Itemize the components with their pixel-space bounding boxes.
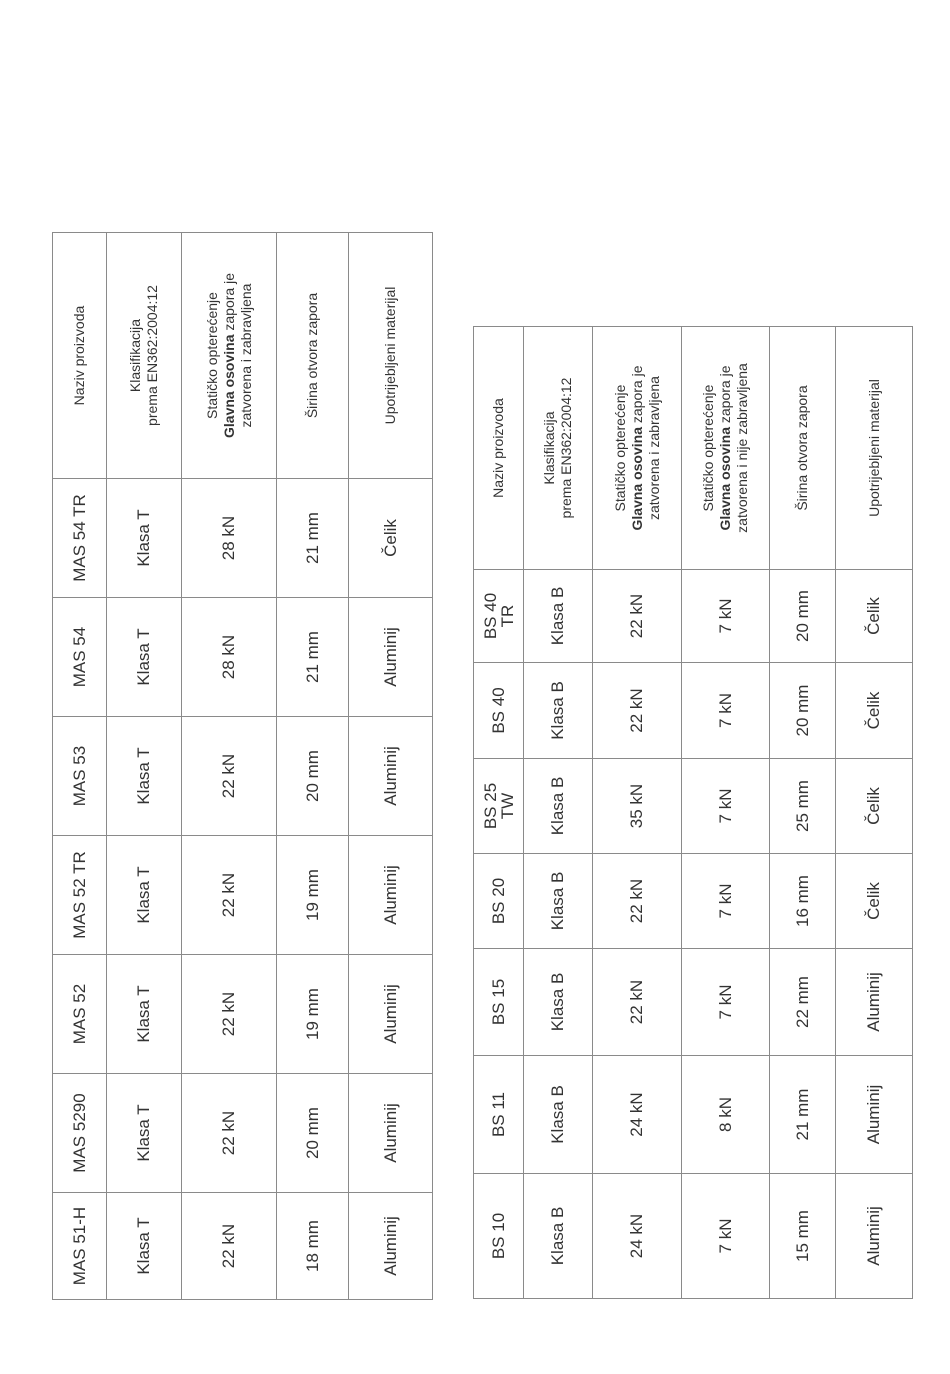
material-cell: Čelik — [836, 570, 913, 663]
material-cell: Aluminij — [349, 955, 433, 1074]
product-name-cell: BS 10 — [474, 1174, 524, 1299]
class-cell: Klasa B — [524, 854, 593, 949]
classification-line-1: Klasifikacija — [127, 318, 143, 393]
product-name-cell: MAS 53 — [53, 717, 107, 836]
load-open-cell: 8 kN — [682, 1056, 770, 1174]
bs-class-row — [524, 327, 593, 1299]
load-line-2-rest: zapora je — [628, 365, 645, 427]
bs-material-row — [836, 327, 913, 1299]
load-open-cell: 7 kN — [682, 949, 770, 1056]
width-cell: 19 mm — [277, 836, 349, 955]
load-closed-cell: 22 kN — [593, 854, 682, 949]
load-closed-cell: 22 kN — [593, 570, 682, 663]
class-cell: Klasa T — [107, 1074, 182, 1193]
product-name-cell: MAS 5290 — [53, 1074, 107, 1193]
bs-spec-table-region — [473, 327, 912, 1299]
row-label-product-name: Naziv proizvoda — [53, 233, 107, 479]
mas-spec-table-region — [52, 233, 432, 1300]
load-open-cell: 7 kN — [682, 854, 770, 949]
material-cell: Aluminij — [349, 1193, 433, 1300]
class-cell: Klasa B — [524, 759, 593, 854]
mas-header-row — [53, 233, 107, 1300]
width-cell: 21 mm — [770, 1056, 836, 1174]
row-label-material: Upotrijebljeni materijal — [836, 327, 913, 570]
width-cell: 18 mm — [277, 1193, 349, 1300]
material-cell: Čelik — [836, 854, 913, 949]
class-cell: Klasa T — [107, 717, 182, 836]
material-cell: Aluminij — [349, 1074, 433, 1193]
mas-spec-table — [52, 232, 433, 1300]
class-cell: Klasa B — [524, 1056, 593, 1174]
product-name-cell: MAS 54 — [53, 598, 107, 717]
class-cell: Klasa T — [107, 598, 182, 717]
load-bold-text: Glavna osovina — [717, 427, 733, 531]
load-cell: 28 kN — [182, 479, 277, 598]
material-cell: Aluminij — [349, 717, 433, 836]
product-name-cell — [474, 570, 524, 663]
product-name-cell: MAS 52 TR — [53, 836, 107, 955]
load-closed-cell: 35 kN — [593, 759, 682, 854]
bs-width-row — [770, 327, 836, 1299]
width-cell: 21 mm — [277, 598, 349, 717]
product-name-cell: MAS 51-H — [53, 1193, 107, 1300]
load-closed-cell: 22 kN — [593, 663, 682, 759]
material-cell: Čelik — [836, 759, 913, 854]
load-closed-cell: 24 kN — [593, 1174, 682, 1299]
product-name-cell: MAS 54 TR — [53, 479, 107, 598]
mas-width-row — [277, 233, 349, 1300]
load-open-cell: 7 kN — [682, 759, 770, 854]
product-name-line-1: BS 40 — [480, 592, 500, 640]
width-cell: 22 mm — [770, 949, 836, 1056]
product-name-cell: BS 11 — [474, 1056, 524, 1174]
product-name-line-1: BS 25 — [480, 782, 500, 830]
class-cell: Klasa T — [107, 836, 182, 955]
load-cell: 22 kN — [182, 1193, 277, 1300]
class-cell: Klasa B — [524, 949, 593, 1056]
load-line-3: zatvorena i zabravljena — [237, 283, 254, 428]
load-line-2-rest: zapora je — [220, 273, 237, 335]
classification-line-1: Klasifikacija — [541, 411, 557, 485]
width-cell: 20 mm — [277, 1074, 349, 1193]
load-line-1: Statičko opterećenje — [700, 384, 716, 512]
width-cell: 21 mm — [277, 479, 349, 598]
material-cell: Aluminij — [349, 836, 433, 955]
bs-spec-table — [473, 326, 913, 1299]
bs-load-open-row — [682, 327, 770, 1299]
row-label-gate-width: Širina otvora zapora — [770, 327, 836, 570]
row-label-material: Upotrijebljeni materijal — [349, 233, 433, 479]
product-name-line-2: TR — [497, 604, 517, 628]
product-name-cell — [474, 759, 524, 854]
row-label-gate-width: Širina otvora zapora — [277, 233, 349, 479]
material-cell: Aluminij — [836, 949, 913, 1056]
width-cell: 20 mm — [770, 663, 836, 759]
row-label-static-load-unlocked — [682, 327, 770, 570]
mas-material-row — [349, 233, 433, 1300]
width-cell: 19 mm — [277, 955, 349, 1074]
load-line-3: zatvorena i zabravljena — [645, 376, 662, 520]
material-cell: Čelik — [836, 663, 913, 759]
load-line-1: Statičko opterećenje — [203, 292, 220, 419]
load-bold-text: Glavna osovina — [628, 427, 645, 531]
row-label-static-load — [182, 233, 277, 479]
bs-load-closed-row — [593, 327, 682, 1299]
load-cell: 22 kN — [182, 717, 277, 836]
width-cell: 20 mm — [770, 570, 836, 663]
width-cell: 15 mm — [770, 1174, 836, 1299]
load-line-2-rest: zapora je — [717, 365, 733, 427]
row-label-static-load-locked — [593, 327, 682, 570]
material-cell: Aluminij — [836, 1174, 913, 1299]
class-cell: Klasa T — [107, 479, 182, 598]
width-cell: 20 mm — [277, 717, 349, 836]
product-name-cell: MAS 52 — [53, 955, 107, 1074]
mas-class-row — [107, 233, 182, 1300]
load-bold-text: Glavna osovina — [220, 334, 237, 438]
row-label-classification — [524, 327, 593, 570]
product-name-line-2: TW — [497, 792, 517, 820]
mas-load-row — [182, 233, 277, 1300]
material-cell: Aluminij — [836, 1056, 913, 1174]
classification-line-2: prema EN362:2004:12 — [558, 377, 574, 519]
load-line-1: Statičko opterećenje — [611, 384, 628, 512]
load-cell: 28 kN — [182, 598, 277, 717]
load-open-cell: 7 kN — [682, 1174, 770, 1299]
class-cell: Klasa T — [107, 1193, 182, 1300]
load-closed-cell: 22 kN — [593, 949, 682, 1056]
class-cell: Klasa B — [524, 570, 593, 663]
load-open-cell: 7 kN — [682, 663, 770, 759]
class-cell: Klasa B — [524, 663, 593, 759]
material-cell: Čelik — [349, 479, 433, 598]
load-closed-cell: 24 kN — [593, 1056, 682, 1174]
width-cell: 16 mm — [770, 854, 836, 949]
row-label-classification — [107, 233, 182, 479]
class-cell: Klasa T — [107, 955, 182, 1074]
product-name-cell: BS 20 — [474, 854, 524, 949]
load-cell: 22 kN — [182, 955, 277, 1074]
load-cell: 22 kN — [182, 1074, 277, 1193]
product-name-cell: BS 40 — [474, 663, 524, 759]
classification-line-2: prema EN362:2004:12 — [144, 285, 160, 426]
bs-header-row — [474, 327, 524, 1299]
load-line-3: zatvorena i nije zabravljena — [734, 363, 750, 533]
class-cell: Klasa B — [524, 1174, 593, 1299]
width-cell: 25 mm — [770, 759, 836, 854]
load-cell: 22 kN — [182, 836, 277, 955]
product-name-cell: BS 15 — [474, 949, 524, 1056]
row-label-product-name: Naziv proizvoda — [474, 327, 524, 570]
load-open-cell: 7 kN — [682, 570, 770, 663]
material-cell: Aluminij — [349, 598, 433, 717]
